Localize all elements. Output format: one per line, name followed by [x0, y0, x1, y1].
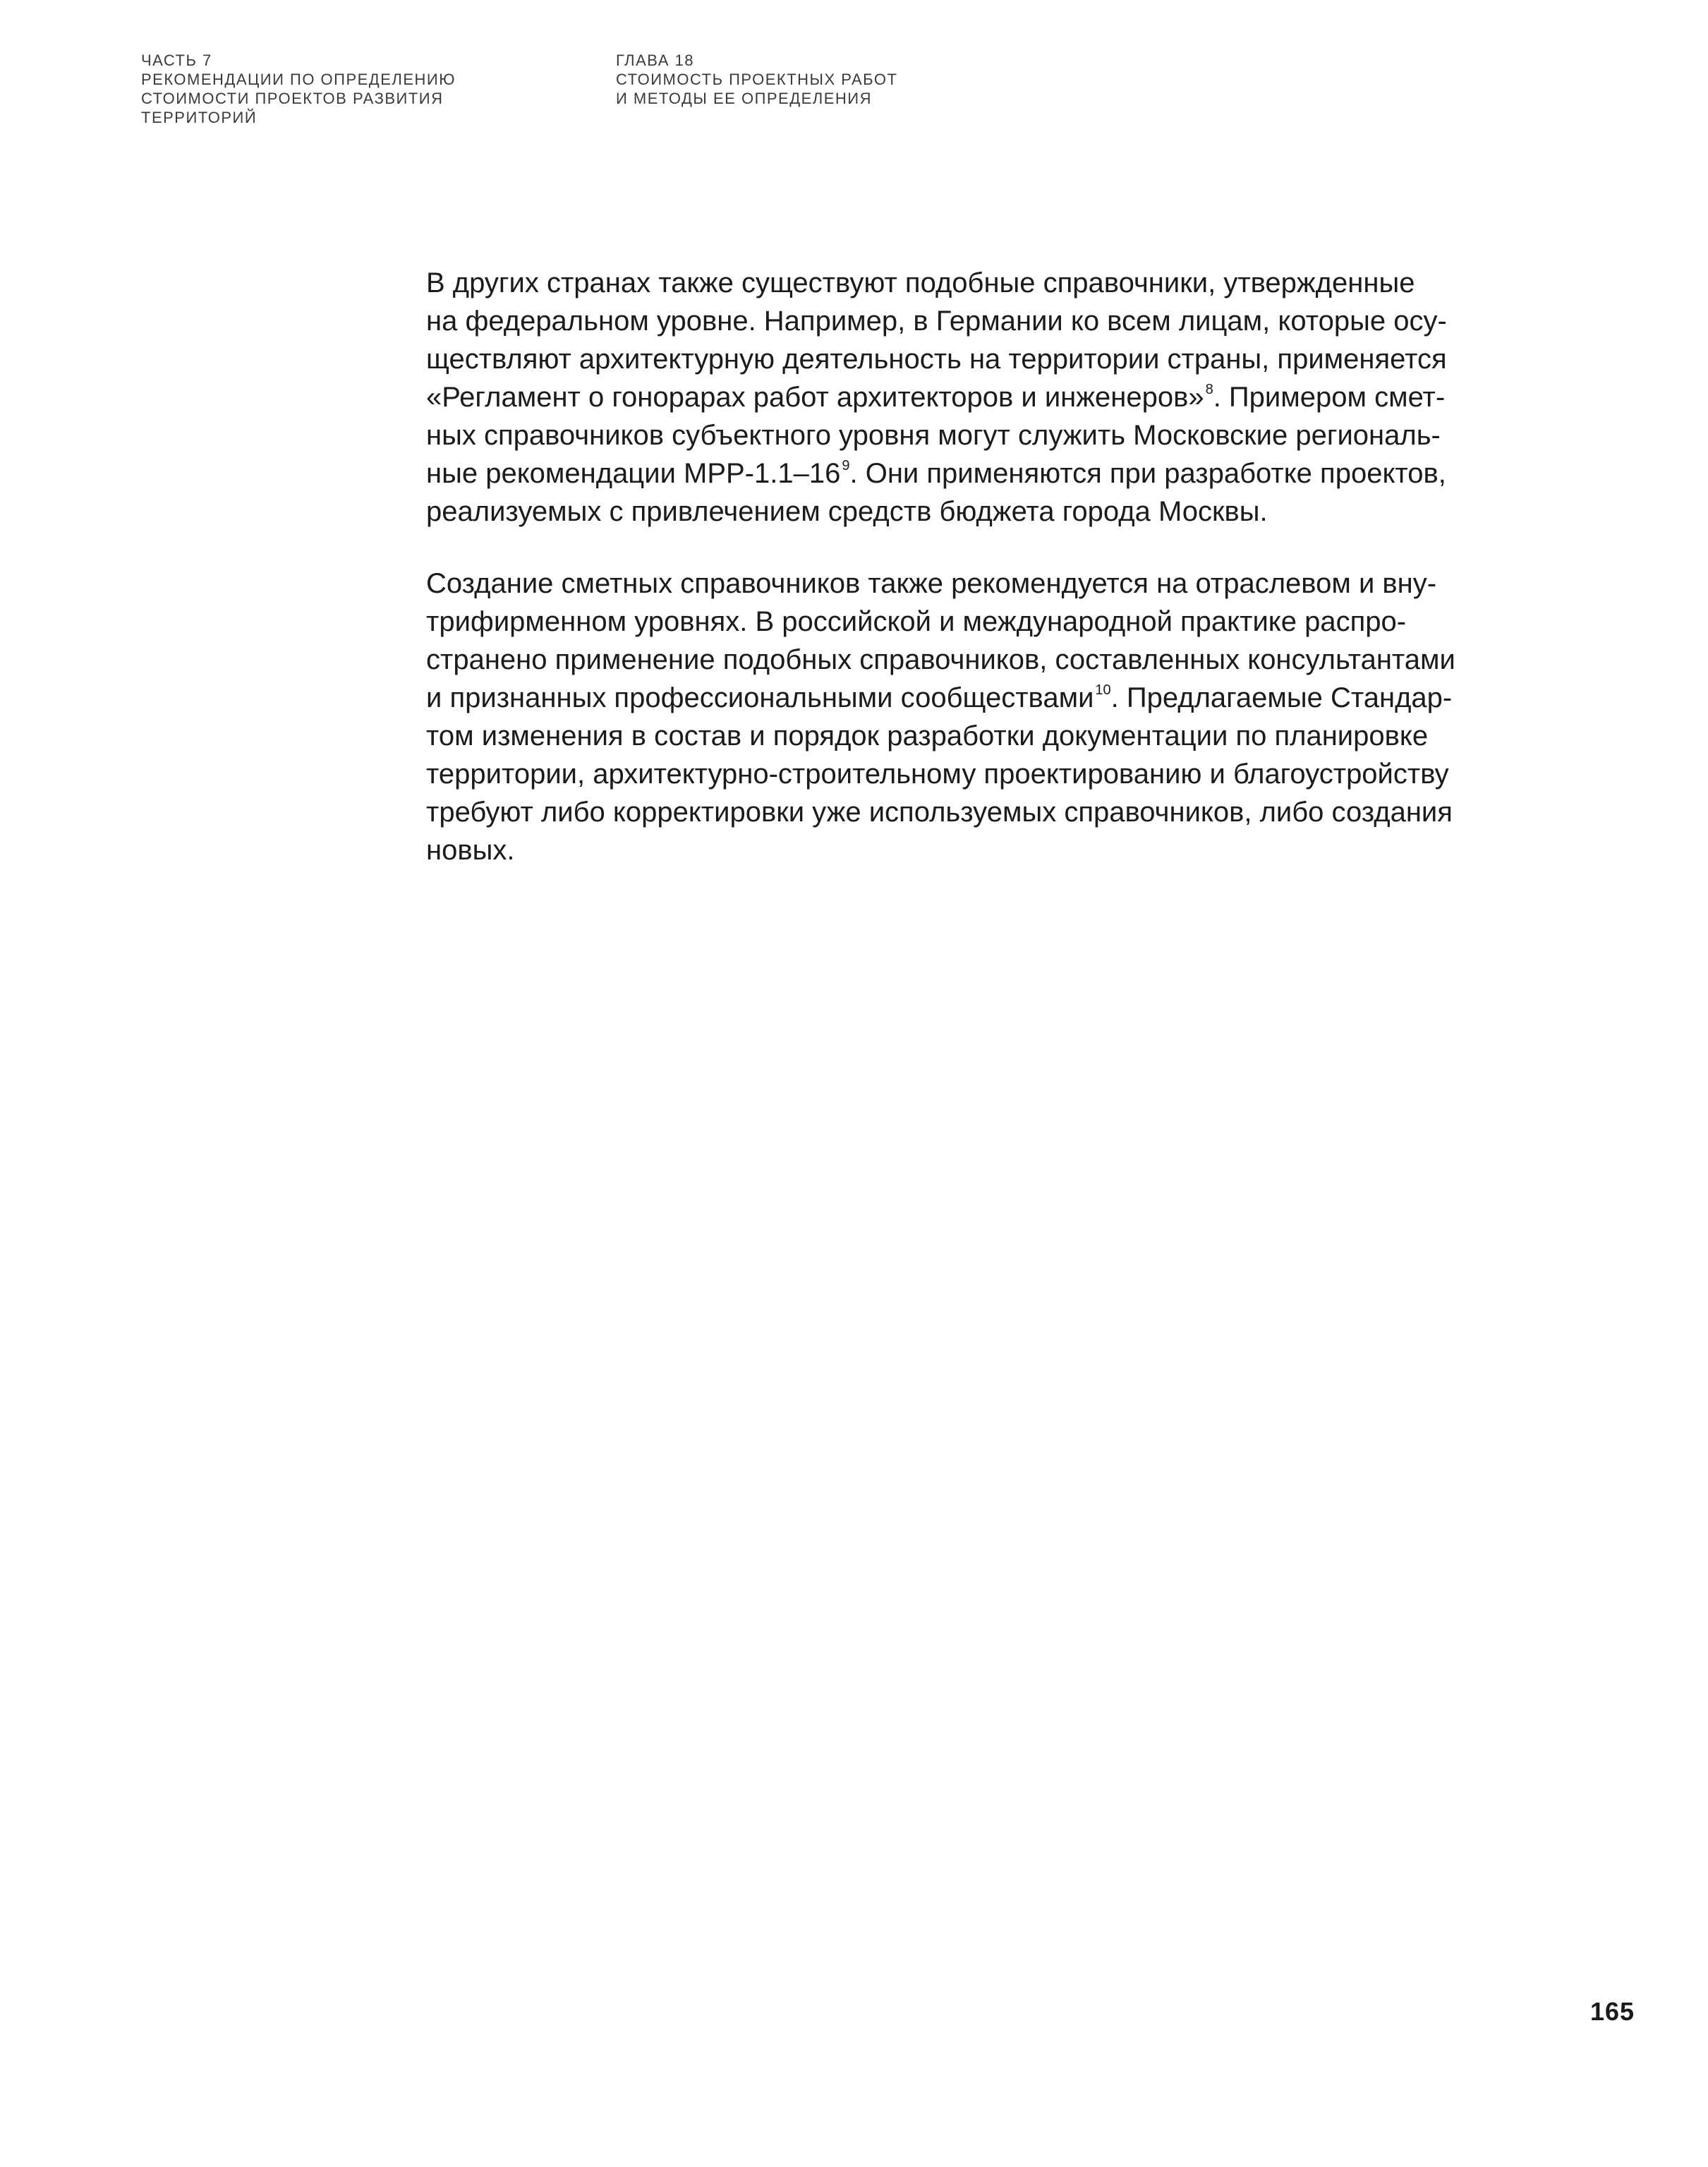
text-segment: . Они применяются при разработке проектов,: [849, 458, 1446, 489]
text-line: ществляют архитектурную деятельность на территории страны, применяется: [426, 344, 1447, 375]
part-number: ЧАСТЬ 7: [141, 52, 212, 69]
body-paragraph-2: [426, 565, 1513, 869]
running-head-part: [141, 51, 456, 127]
part-title-line: СТОИМОСТИ ПРОЕКТОВ РАЗВИТИЯ: [141, 90, 444, 107]
footnote-ref-9[interactable]: 9: [842, 458, 850, 473]
body-paragraph-1: [426, 264, 1513, 531]
text-segment: «Регламент о гонорарах работ архитекторов и инженеров»: [426, 382, 1204, 413]
chapter-title-line: СТОИМОСТЬ ПРОЕКТНЫХ РАБОТ: [616, 71, 898, 88]
text-segment: . Предлагаемые Стандар-: [1110, 682, 1453, 713]
running-head-chapter: [616, 51, 897, 108]
text-line: [426, 454, 1513, 493]
text-line: В других странах также существуют подобные справочники, утвержденные: [426, 267, 1415, 298]
text-line: новых.: [426, 835, 515, 866]
page-number: 165: [1590, 1997, 1635, 2026]
text-segment: . Примером смет-: [1213, 382, 1446, 413]
text-line: [426, 378, 1513, 416]
text-line: трифирменном уровнях. В российской и международной практике распро-: [426, 606, 1407, 637]
text-line: ных справочников субъектного уровня могут служить Московские региональ-: [426, 420, 1441, 451]
chapter-number: ГЛАВА 18: [616, 52, 694, 69]
text-line: территории, архитектурно-строительному проектированию и благоустройству: [426, 759, 1449, 790]
part-title-line: ТЕРРИТОРИЙ: [141, 109, 258, 126]
part-title-line: РЕКОМЕНДАЦИИ ПО ОПРЕДЕЛЕНИЮ: [141, 71, 456, 88]
text-line: реализуемых с привлечением средств бюджета города Москвы.: [426, 496, 1268, 527]
text-line: Создание сметных справочников также рекомендуется на отраслевом и вну-: [426, 568, 1437, 599]
text-line: [426, 679, 1513, 717]
text-line: на федеральном уровне. Например, в Германии ко всем лицам, которые осу-: [426, 306, 1447, 337]
text-line: требуют либо корректировки уже используемых справочников, либо создания: [426, 797, 1453, 828]
text-segment: ные рекомендации МРР-1.1–16: [426, 458, 841, 489]
text-line: том изменения в состав и порядок разработки документации по планировке: [426, 720, 1429, 751]
text-segment: и признанных профессиональными сообществами: [426, 682, 1094, 713]
footnote-ref-8[interactable]: 8: [1205, 382, 1213, 397]
text-line: странено применение подобных справочников, составленных консультантами: [426, 644, 1455, 675]
chapter-title-line: И МЕТОДЫ ЕЕ ОПРЕДЕЛЕНИЯ: [616, 90, 872, 107]
footnote-ref-10[interactable]: 10: [1095, 682, 1111, 698]
